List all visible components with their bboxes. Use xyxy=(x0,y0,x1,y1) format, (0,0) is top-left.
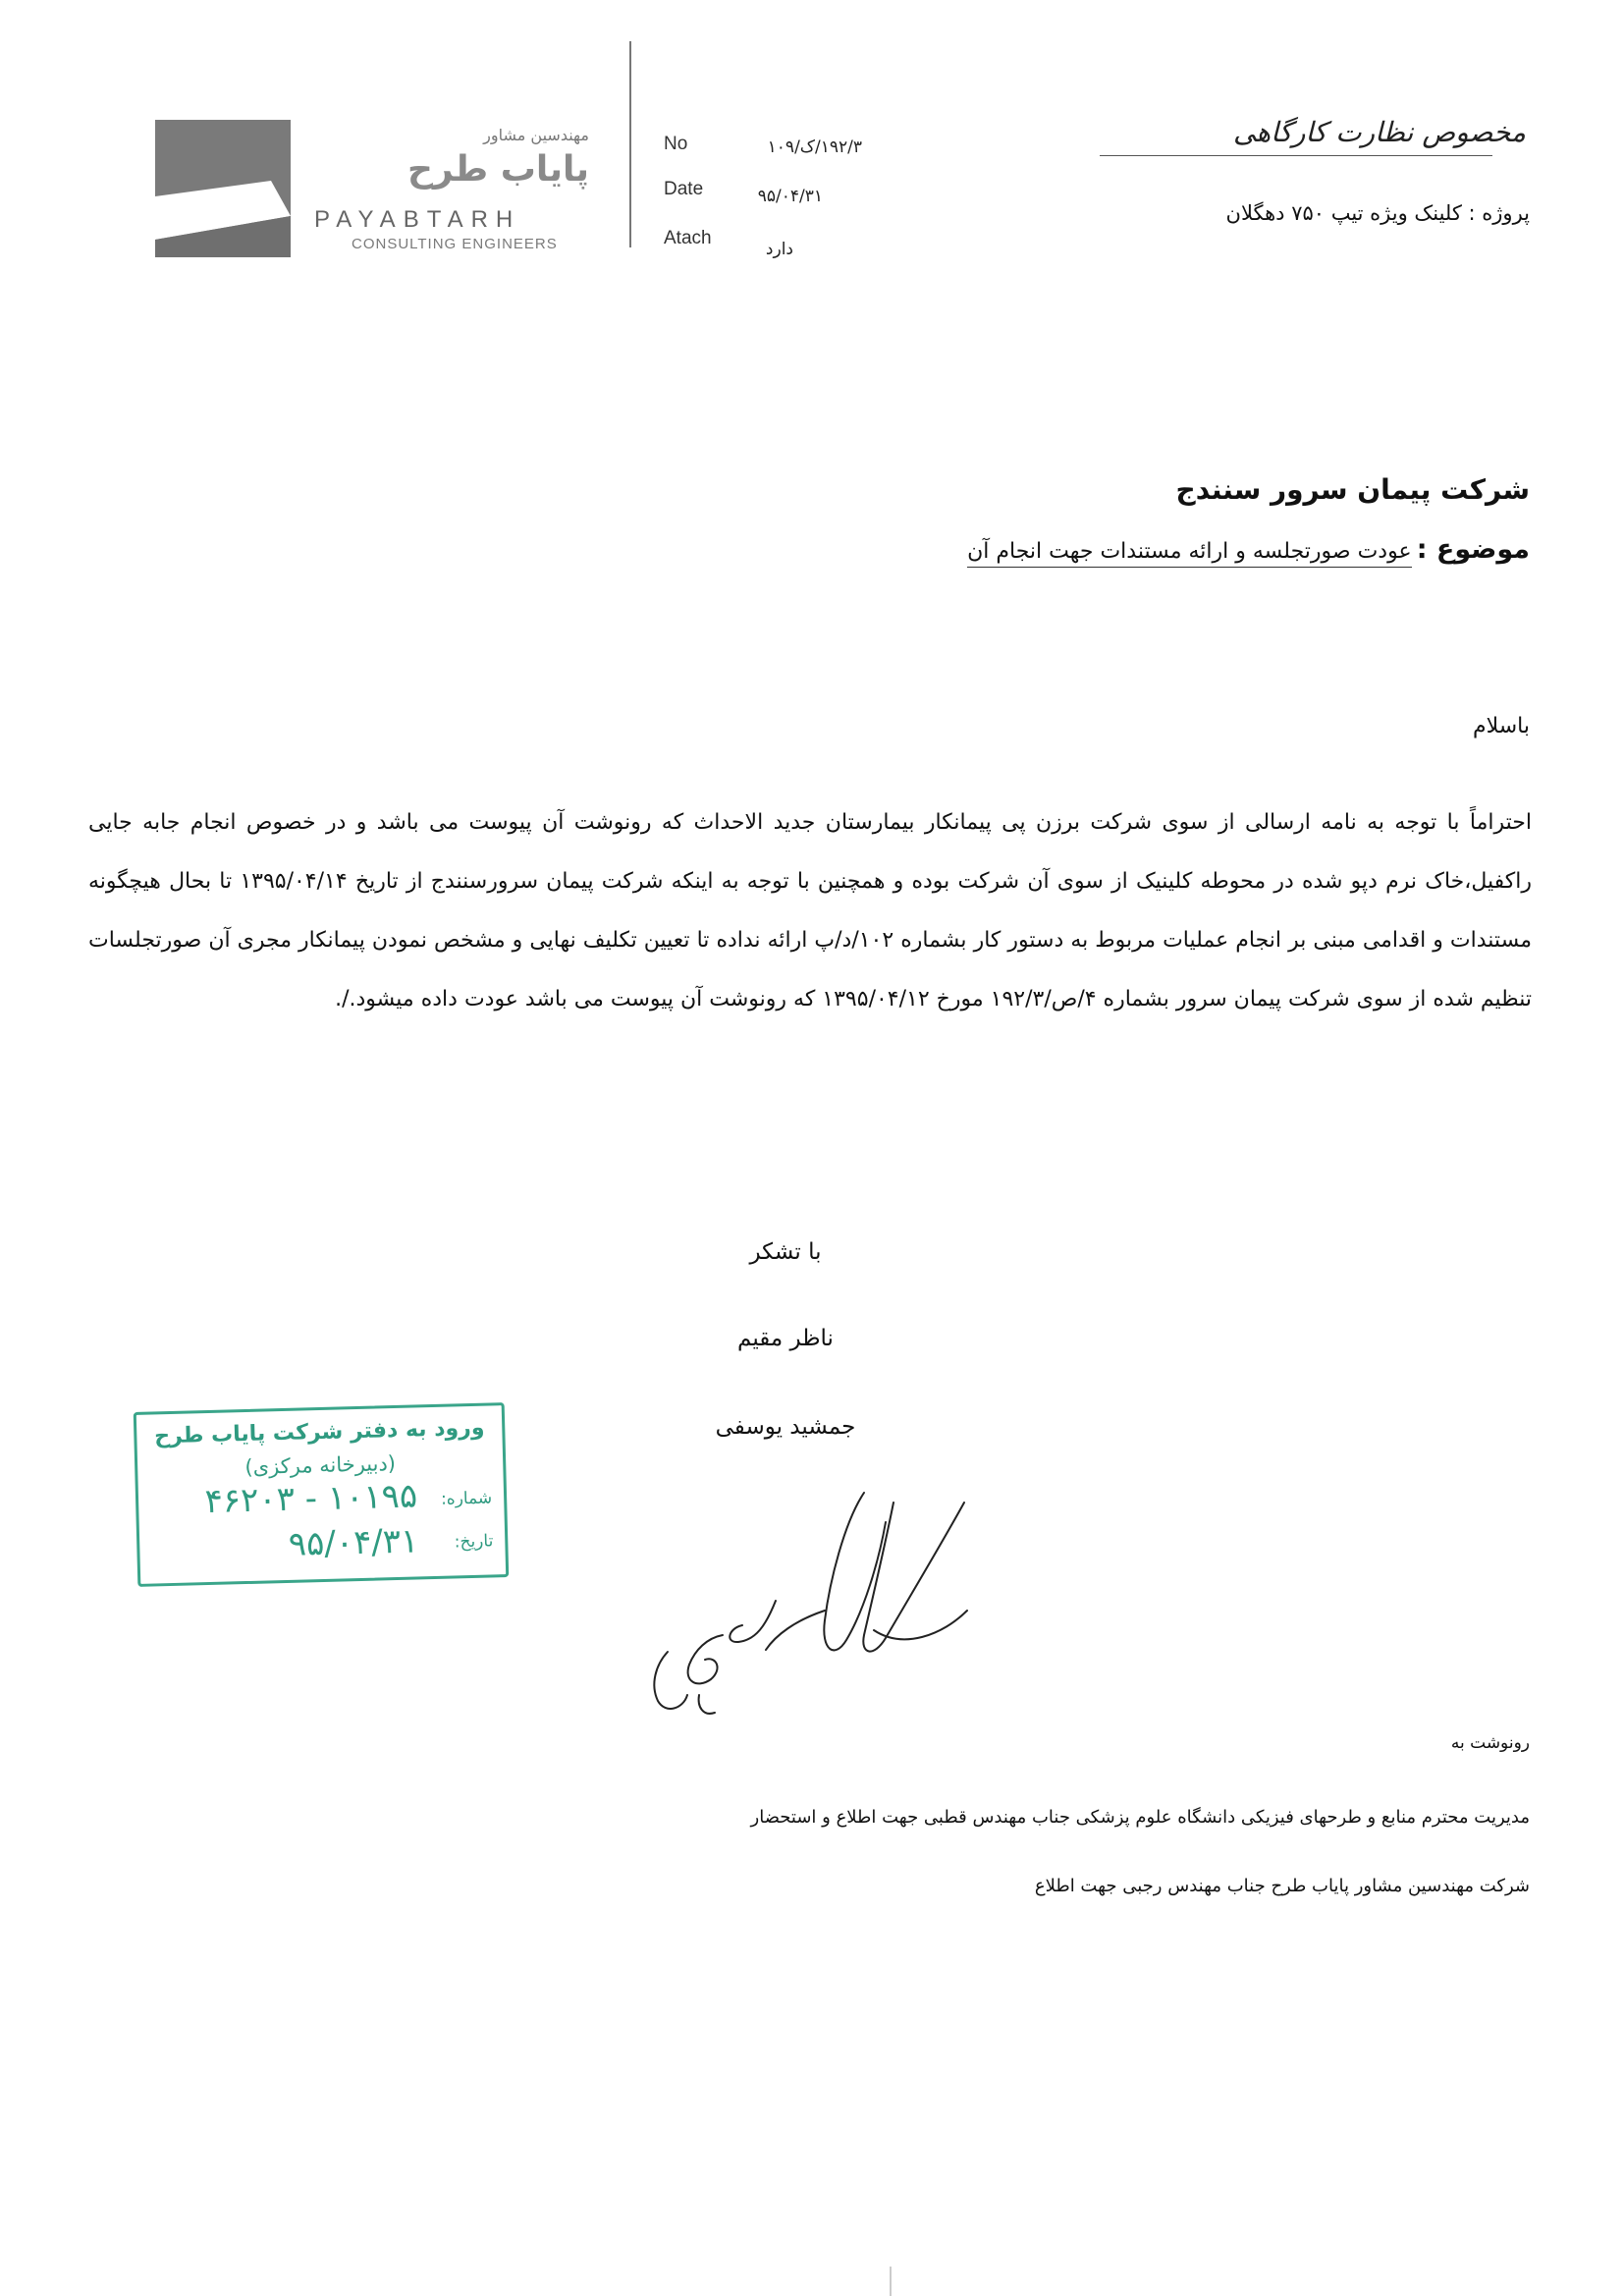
attach-label: Atach xyxy=(664,228,712,248)
stamp-date-value: ۹۵/۰۴/۳۱ xyxy=(288,1521,419,1564)
header-divider xyxy=(629,41,631,247)
closing-thanks: با تشکر xyxy=(749,1239,822,1265)
stamp-subheading: (دبیرخانه مرکزی) xyxy=(244,1451,397,1480)
signer-name: جمشید یوسفی xyxy=(715,1414,856,1440)
copy-recipient-1: مدیریت محترم منابع و طرحهای فیزیکی دانشگاه علوم پزشکی جناب مهندس قطبی جهت اطلاع و استحضار xyxy=(750,1807,1530,1828)
stamp-number-label: شماره: xyxy=(440,1488,493,1509)
number-value: ۱۹۲/۳/ک/۱۰۹ xyxy=(767,137,862,157)
logo-english-name: PAYABTARH xyxy=(314,206,521,233)
company-logo xyxy=(155,120,291,257)
copies-title: رونوشت به xyxy=(1450,1733,1530,1753)
project-line: پروژه : کلینک ویژه تیپ ۷۵۰ دهگلان xyxy=(1225,201,1530,225)
letter-body: احتراماً با توجه به نامه ارسالی از سوی شرکت برزن پی پیمانکار بیمارستان جدید الاحداث که رونوشت آن پیوست می باشد و در خصوص انجام جابه جایی راکفیل،خاک نرم دپو شده در محوطه کلینیک از سوی آن شرکت بوده و همچنین با توجه به اینکه شرکت پیمان سرورسنندج از تاریخ ۱۳۹۵/۰۴/۱۴ تا بحال هیچگونه مستندات و اقدامی مبنی بر انجام عملیات مربوط به دستور کار بشماره ۱۰۲/د/پ ارائه نداده تا تعیین تکلیف نهایی و مشخص نمودن پیمانکار مجری آن صورتجلسات تنظیم شده از سوی شرکت پیمان سرور بشماره ۴/ص/۱۹۲/۳ مورخ ۱۳۹۵/۰۴/۱۲ که رونوشت آن پیوست می باشد عودت داده میشود./. xyxy=(88,810,1532,1011)
subject-line xyxy=(967,534,1530,565)
received-stamp xyxy=(134,1402,510,1587)
stamp-heading: ورود به دفتر شرکت پایاب طرح xyxy=(153,1415,485,1449)
subject-text: عودت صورتجلسه و ارائه مستندات جهت انجام آن xyxy=(967,539,1411,568)
page-edge-mark xyxy=(890,2267,892,2296)
date-label: Date xyxy=(664,179,704,199)
stamp-date-label: تاریخ: xyxy=(454,1531,494,1553)
number-label: No xyxy=(664,134,688,154)
handwritten-underline xyxy=(1100,155,1492,156)
signer-title: ناظر مقیم xyxy=(737,1326,834,1351)
handwritten-signature xyxy=(628,1463,982,1728)
copy-recipient-2: شرکت مهندسین مشاور پایاب طرح جناب مهندس رجبی جهت اطلاع xyxy=(1034,1876,1530,1896)
logo-persian-name: پایاب طرح xyxy=(406,149,589,190)
handwritten-title: مخصوص نظارت کارگاهی xyxy=(1233,116,1526,148)
logo-english-subtitle: CONSULTING ENGINEERS xyxy=(352,236,558,252)
subject-label: موضوع : xyxy=(1416,534,1530,565)
attach-value: دارد xyxy=(765,240,793,259)
greeting: باسلام xyxy=(1472,714,1530,738)
stamp-number-value: ۱۰۱۹۵ - ۴۶۲۰۳ xyxy=(204,1476,418,1522)
date-value: ۹۵/۰۴/۳۱ xyxy=(757,187,823,206)
recipient: شرکت پیمان سرور سنندج xyxy=(1175,473,1530,506)
logo-persian-subtitle: مهندسین مشاور xyxy=(483,126,589,144)
